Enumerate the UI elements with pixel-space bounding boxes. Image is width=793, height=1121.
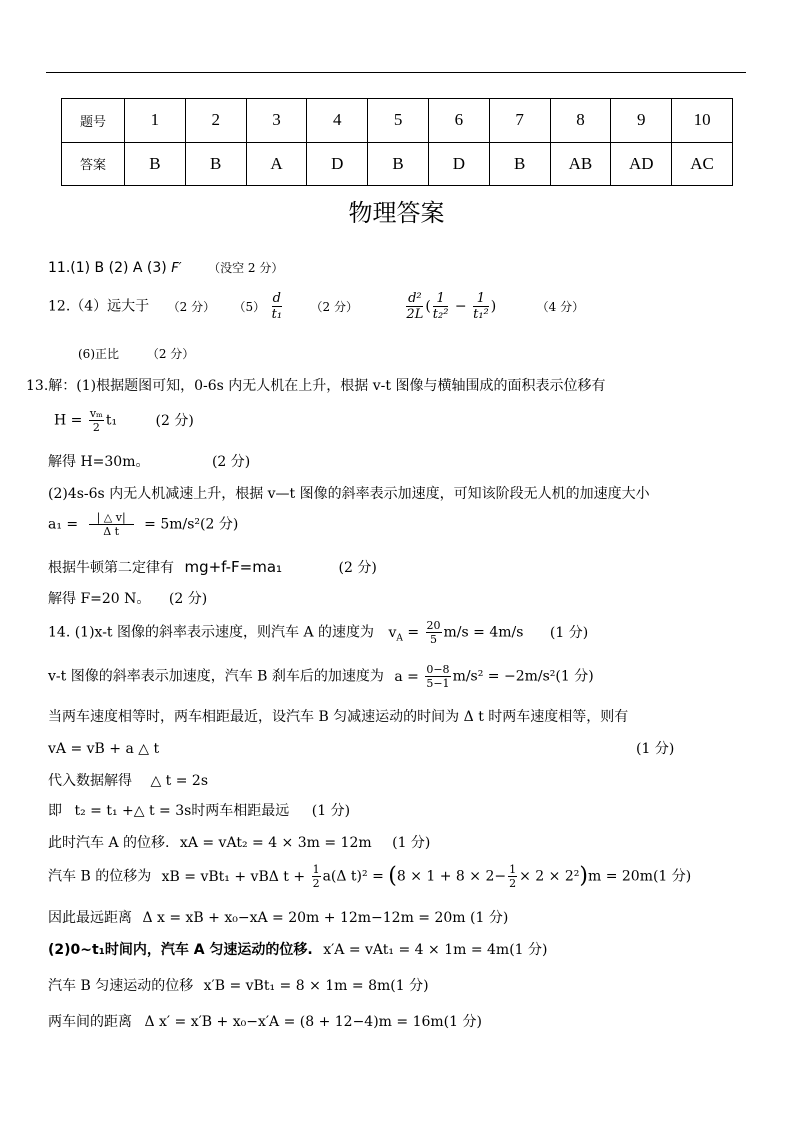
q13-score-h: (2 分) — [211, 454, 251, 470]
numerator: 1 — [509, 863, 517, 876]
denominator: 5−1 — [426, 677, 450, 690]
q12b-text: (6)正比 — [78, 347, 119, 361]
substitute-text: 代入数据解得 — [48, 773, 132, 789]
q12-score-3: （4 分） — [536, 299, 585, 314]
xa-equation: xA = vAt₂ = 4 × 3m = 12m — [179, 835, 372, 851]
xb-prime-equation: x′B = vBt₁ = 8 × 1m = 8m(1 分) — [203, 978, 429, 994]
number-cell: 1 — [125, 99, 186, 143]
number-cell: 10 — [672, 99, 733, 143]
t2-score: (1 分) — [311, 803, 351, 819]
denominator: 2 — [92, 421, 100, 434]
h-prefix: H = — [54, 412, 83, 429]
q12-part5: （5） — [233, 299, 266, 314]
part2-intro: (2)0~t₁时间内，汽车 A 匀速运动的位移. — [48, 942, 313, 958]
top-rule — [46, 72, 746, 73]
ab-suffix: m/s² = −2m/s²(1 分) — [452, 668, 594, 685]
xb-equation-part3: 8 × 1 + 8 × 2− — [396, 868, 507, 885]
q14-line-2 — [48, 664, 594, 689]
h-score: (2 分) — [155, 412, 194, 429]
newton-law-score: (2 分) — [338, 560, 377, 576]
answer-label: 答案 — [62, 142, 125, 186]
denominator: Δ t — [103, 525, 120, 538]
xb-intro: 汽车 B 的位移为 — [48, 868, 152, 885]
q12b-line — [78, 344, 194, 364]
farthest-text: 时两车相距最远 — [191, 803, 290, 819]
numerator: 0−8 — [426, 663, 450, 676]
a-prefix: a₁ = — [48, 516, 79, 533]
ab-fraction — [425, 664, 450, 689]
xb-prime-intro: 汽车 B 匀速运动的位移 — [48, 978, 194, 994]
number-row — [62, 99, 733, 143]
numerator: | △ v| — [89, 512, 134, 525]
q11-score: （没空 2 分） — [208, 261, 284, 275]
xb-equation-part4: × 2 × 2² — [519, 868, 580, 885]
q13-h-equation — [54, 408, 194, 433]
answer-cell: B — [489, 142, 550, 186]
number-cell: 8 — [550, 99, 611, 143]
distance-intro: 两车间的距离 — [48, 1014, 132, 1030]
h-suffix: t₁ — [105, 412, 118, 429]
numerator: vₘ — [89, 407, 103, 420]
q14-line-11 — [48, 976, 429, 996]
q12b-score: （2 分） — [146, 347, 195, 361]
numerator: d — [272, 291, 281, 306]
newton-law-equation: mg+f-F=ma₁ — [184, 558, 283, 576]
distance-equation: Δ x′ = x′B + x₀−x′A = (8 + 12−4)m = 16m(1 分) — [144, 1014, 482, 1030]
va-equals: = — [407, 624, 420, 641]
q14-line-3: 当两车速度相等时，两车相距最近，设汽车 B 匀减速运动的时间为 Δ t 时两车速度相等，则有 — [48, 709, 629, 725]
q13-line-3 — [48, 452, 250, 472]
numerator: 1 — [433, 292, 449, 307]
answer-cell: A — [246, 142, 307, 186]
xa-prime-equation: x′A = vAt₁ = 4 × 1m = 4m(1 分) — [323, 942, 548, 958]
q14-line-6 — [48, 801, 350, 821]
nearest-distance-equation: Δ x = xB + x₀−xA = 20m + 12m−12m = 20m (1 分) — [142, 910, 509, 926]
q13-a-equation — [48, 512, 238, 537]
q14-line-1: 14. (1)x-t 图像的斜率表示速度，则汽车 A 的速度为 $v_A$ = $\frac{20}{5}$ m/s = 4m/s (1 分) — [48, 619, 589, 646]
q13-line-4: (2)4s-6s 内无人机减速上升，根据 v—t 图像的斜率表示加速度，可知该阶段无人机的加速度大小 — [48, 486, 650, 502]
q11-text: 11.(1) B (2) A (3) — [48, 260, 167, 276]
q13-result-f: 解得 F=20 N。 — [48, 591, 151, 607]
denominator: t₁ — [271, 307, 283, 322]
answer-cell: AC — [672, 142, 733, 186]
h-fraction — [89, 408, 104, 433]
q12-score-2: （2 分） — [310, 299, 358, 314]
va-suffix: m/s = 4m/s — [443, 624, 524, 641]
numerator: d² — [408, 291, 422, 306]
q12-score-1: （2 分） — [167, 299, 216, 314]
answer-cell: B — [368, 142, 429, 186]
q13-line-6 — [48, 557, 377, 578]
q11-force-symbol: F′ — [171, 261, 182, 276]
xb-equation-part5: m = 20m(1 分) — [587, 868, 692, 885]
denominator: t₂² — [432, 307, 449, 322]
numerator: 1 — [312, 863, 320, 876]
answer-cell: AB — [550, 142, 611, 186]
va-symbol: v — [388, 624, 397, 641]
q14-line-4-score: (1 分) — [636, 741, 675, 757]
number-cell: 4 — [307, 99, 368, 143]
answer-row — [62, 142, 733, 186]
numerator: 1 — [473, 292, 489, 307]
denominator: 2L — [406, 307, 424, 322]
q14-line-8: 汽车 B 的位移为 xB = vBt₁ + vBΔ t + $\frac{1}{2}$ a(Δ t)² = (8 × 1 + 8 × 2− $\frac{1}{2}$ × 2 × 2²)m = 20m(1 分) — [48, 863, 692, 890]
xa-intro: 此时汽车 A 的位移. — [48, 835, 170, 851]
q13-line-7 — [48, 589, 207, 609]
half-fraction — [312, 864, 321, 889]
q14-line-9 — [48, 908, 508, 928]
a-suffix: = 5m/s²(2 分) — [144, 516, 239, 533]
xa-score: (1 分) — [392, 835, 431, 851]
va-fraction — [426, 620, 442, 645]
header-label: 题号 — [62, 99, 125, 143]
q11-line — [48, 258, 283, 279]
answer-cell: B — [125, 142, 186, 186]
answer-table — [61, 98, 733, 186]
denominator: t₁² — [473, 307, 489, 322]
a-fraction — [89, 512, 134, 537]
q14-line-12 — [48, 1012, 482, 1032]
denominator: 5 — [430, 633, 438, 646]
number-cell: 6 — [428, 99, 489, 143]
denominator: 2 — [509, 877, 517, 890]
newton-law-text: 根据牛顿第二定律有 — [48, 560, 174, 576]
answer-cell: D — [428, 142, 489, 186]
xb-equation-part1: xB = vBt₁ + vBΔ t + — [161, 868, 306, 885]
q14-line-7 — [48, 833, 430, 853]
q14-intro: 14. (1)x-t 图像的斜率表示速度，则汽车 A 的速度为 — [48, 624, 375, 641]
q14-line-5 — [48, 771, 208, 791]
delta-t-result: △ t = 2s — [150, 773, 209, 789]
half-fraction-2 — [508, 864, 517, 889]
va-score: (1 分) — [549, 624, 589, 641]
numerator: 20 — [426, 619, 441, 632]
q12-fraction-d2-2L — [406, 292, 423, 321]
q12-fraction-d-t1 — [272, 292, 282, 321]
denominator: 2 — [312, 877, 320, 890]
number-cell: 9 — [611, 99, 672, 143]
ji-text: 即 — [48, 803, 62, 819]
velocity-equation: vA = vB + a △ t — [48, 741, 160, 757]
q12-fraction-1-t1sq — [473, 292, 489, 321]
answer-cell: D — [307, 142, 368, 186]
number-cell: 3 — [246, 99, 307, 143]
ab-prefix: a = — [394, 668, 419, 685]
ab-intro: v-t 图像的斜率表示加速度，汽车 B 刹车后的加速度为 — [48, 668, 384, 685]
q13-score-f: (2 分) — [168, 591, 208, 607]
number-cell: 5 — [368, 99, 429, 143]
number-cell: 7 — [489, 99, 550, 143]
q12-fraction-1-t2sq — [433, 292, 449, 321]
answer-cell: B — [185, 142, 246, 186]
q12-minus: − — [454, 298, 467, 315]
q12-prefix: 12.（4）远大于 — [48, 298, 150, 315]
answer-cell: AD — [611, 142, 672, 186]
t2-equation: t₂ = t₁ +△ t = 3s — [74, 803, 192, 819]
q13-line-1: 13.解：(1)根据题图可知，0-6s 内无人机在上升，根据 v-t 图像与横轴围成的面积表示位移有 — [26, 378, 606, 394]
q14-line-10 — [48, 940, 547, 960]
xb-equation-part2: a(Δ t)² = — [322, 868, 384, 885]
page-title: 物理答案 — [348, 199, 445, 227]
q13-result-h: 解得 H=30m。 — [48, 454, 150, 470]
q14-line-4 — [48, 739, 159, 759]
number-cell: 2 — [185, 99, 246, 143]
q12-line: 12.（4）远大于 （2 分） （5） $\frac{d}{\text{t₁}}$ （2 分） $\frac{\text{d²}}{2L}$ ( $\frac{1}{\text{t₂²}}$ − $\frac{1}{\text{t₁²}}$ ) （4 分） — [48, 291, 585, 322]
nearest-distance-intro: 因此最远距离 — [48, 910, 132, 926]
